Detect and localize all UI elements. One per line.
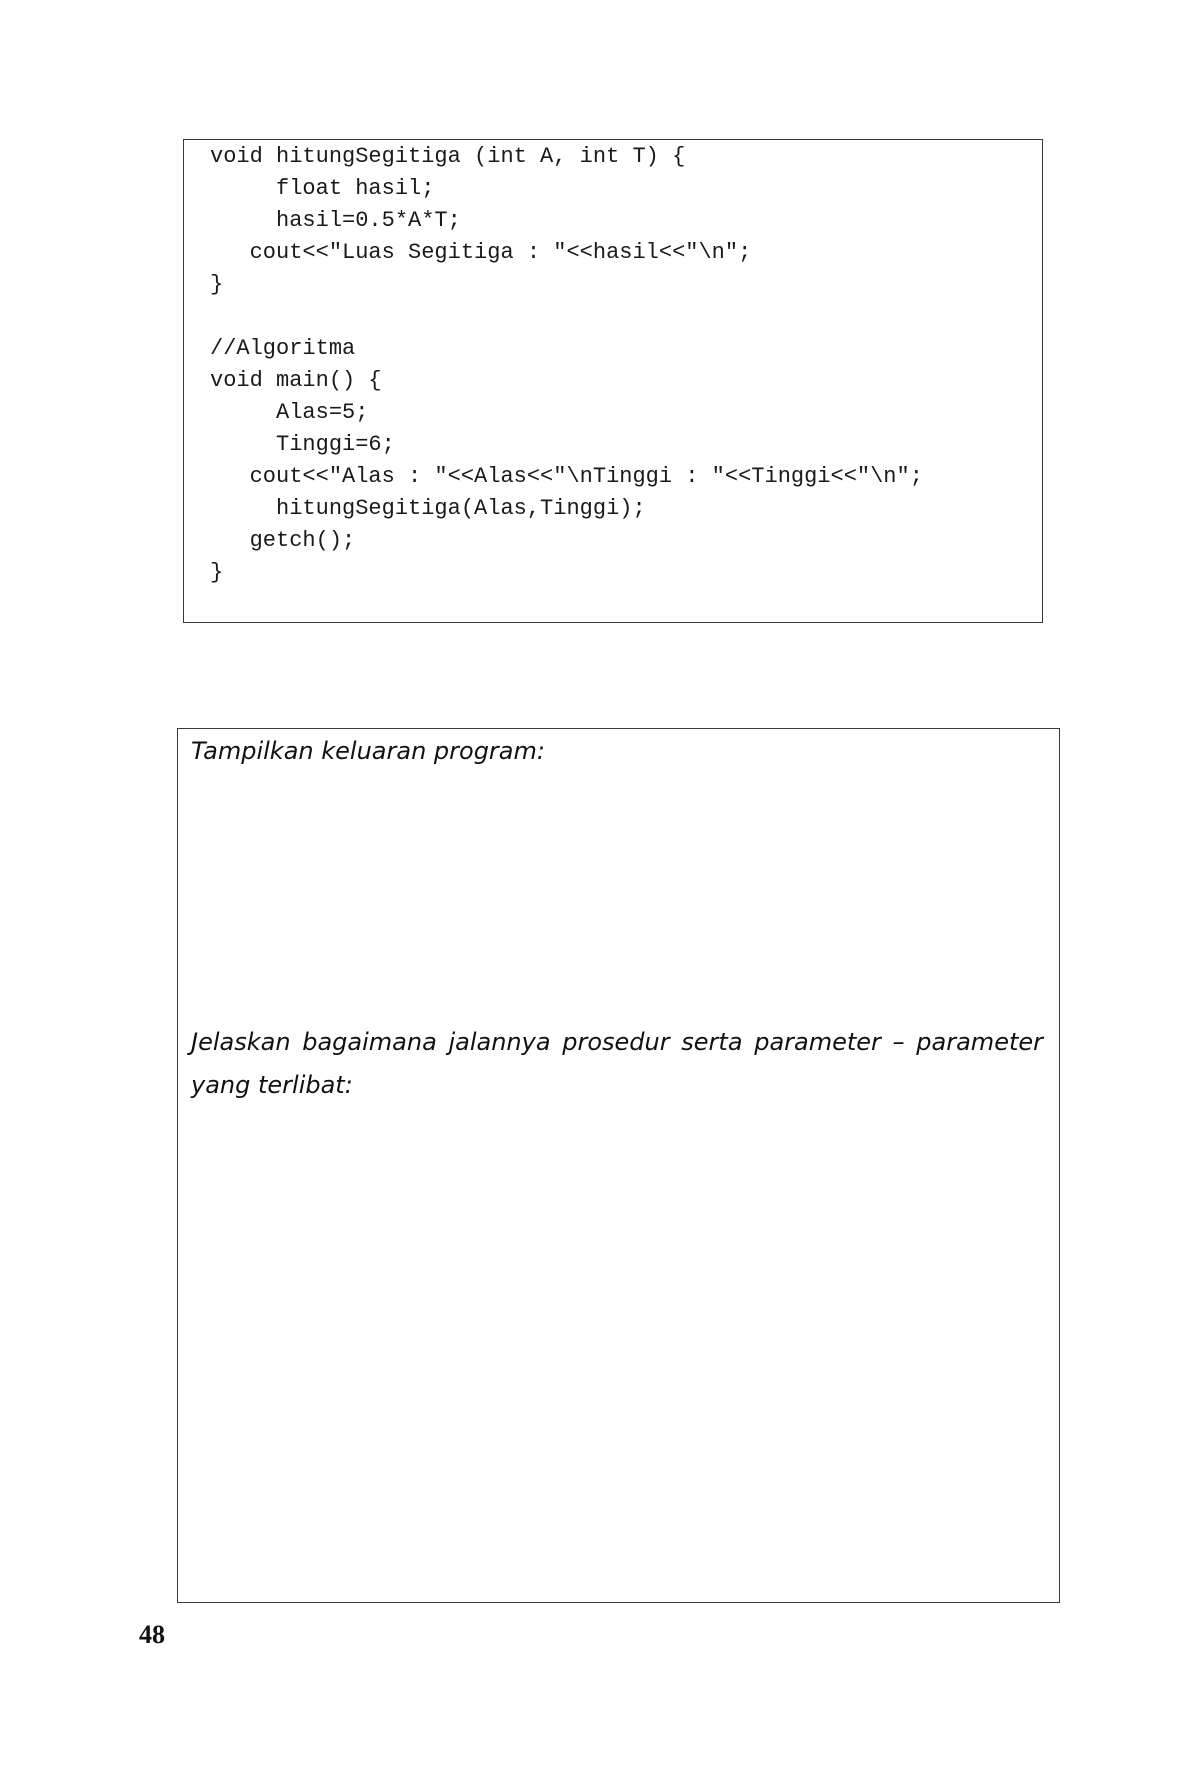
code-line: void main() {	[210, 368, 382, 393]
code-line: }	[210, 272, 224, 297]
code-line: void hitungSegitiga (int A, int T) {	[210, 144, 686, 169]
code-line: getch();	[210, 528, 356, 553]
code-line: Tinggi=6;	[210, 432, 395, 457]
code-line: //Algoritma	[210, 336, 356, 361]
explain-prompt: Jelaskan bagaimana jalannya prosedur serta parameter – parameter yang terlibat:	[191, 1028, 1043, 1099]
code-line: hitungSegitiga(Alas,Tinggi);	[210, 496, 646, 521]
code-line: float hasil;	[210, 176, 435, 201]
page-number: 48	[139, 1620, 165, 1649]
code-line: cout<<"Alas : "<<Alas<<"\nTinggi : "<<Tinggi<<"\n";	[210, 464, 923, 489]
code-line: }	[210, 560, 224, 585]
code-line: hasil=0.5*A*T;	[210, 208, 461, 233]
code-line: Alas=5;	[210, 400, 369, 425]
code-line: cout<<"Luas Segitiga : "<<hasil<<"\n";	[210, 240, 752, 265]
output-prompt: Tampilkan keluaran program:	[191, 737, 545, 765]
answer-box	[177, 728, 1060, 1603]
code-listing-box	[183, 139, 1043, 623]
